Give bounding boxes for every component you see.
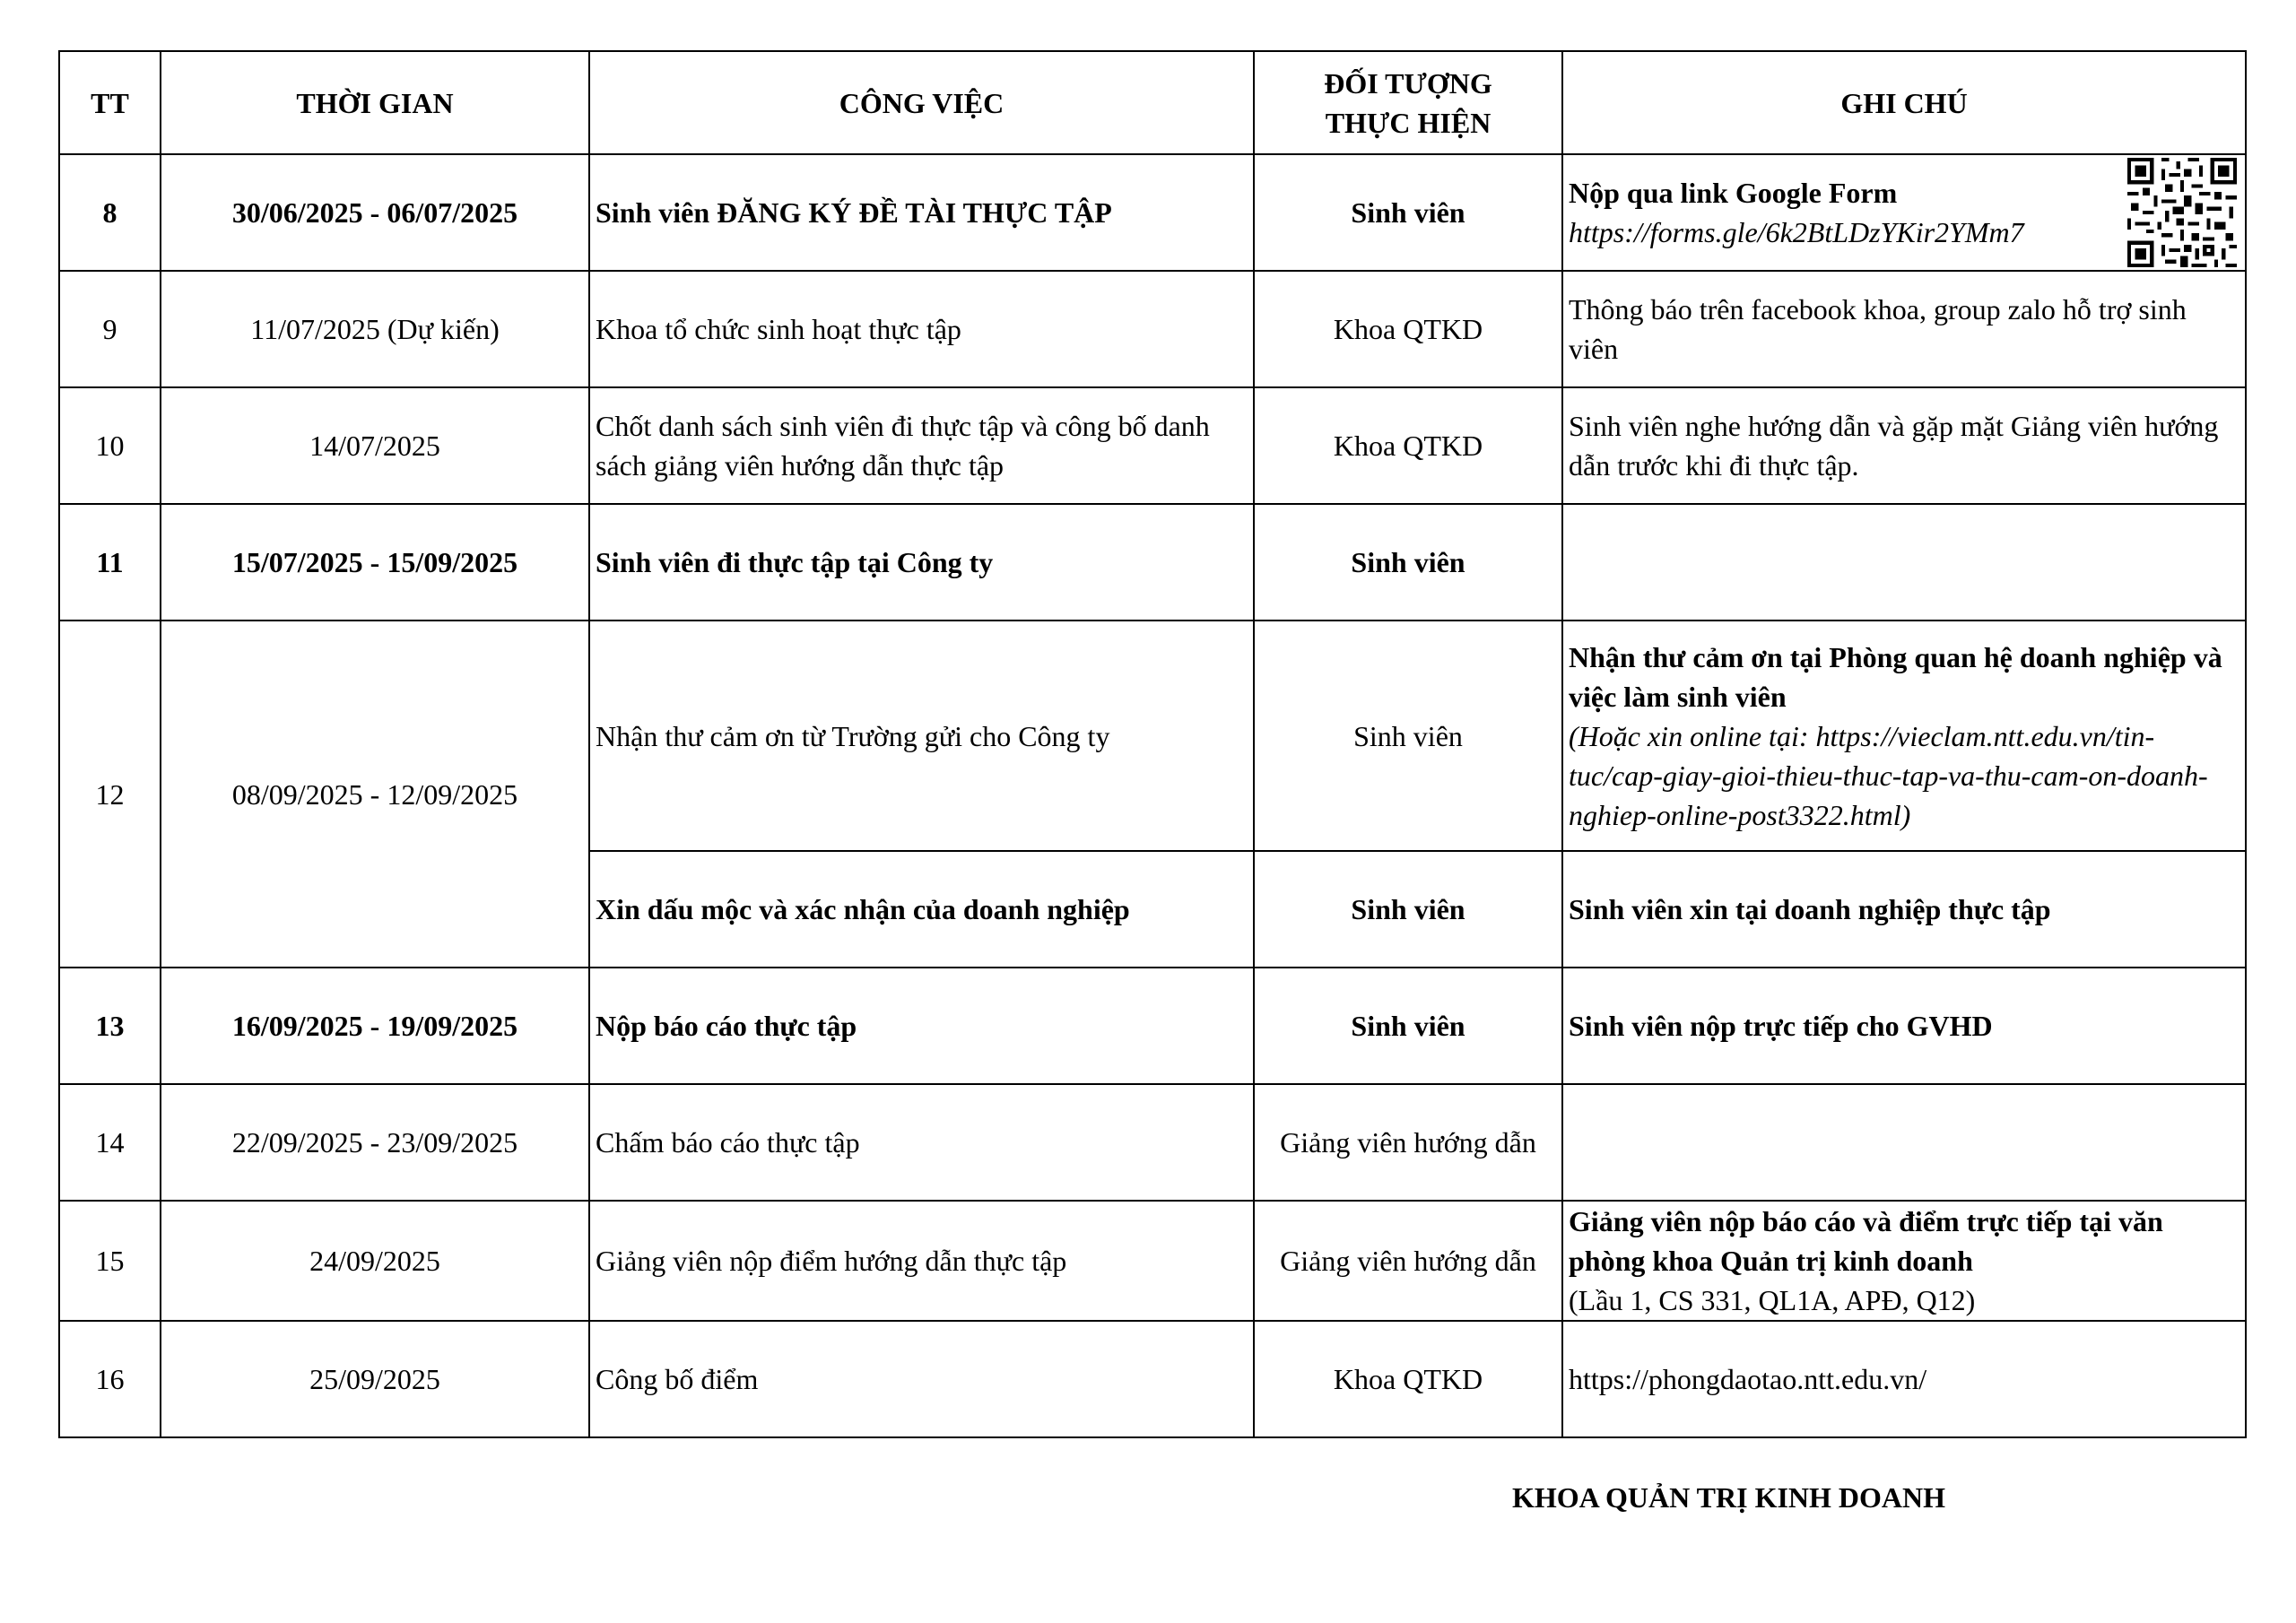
table-row	[59, 621, 2246, 851]
row-note: Thông báo trên facebook khoa, group zalo hỗ trợ sinh viên	[1562, 271, 2246, 387]
table-row	[59, 1321, 2246, 1437]
table-row	[59, 1084, 2246, 1201]
schedule-table	[58, 50, 2247, 1438]
row-note	[1562, 621, 2246, 851]
note-title: Nộp qua link Google Form	[1569, 177, 1898, 209]
row-note	[1562, 1201, 2246, 1321]
header-performer-line1: ĐỐI TƯỢNG	[1324, 66, 1492, 100]
header-time: THỜI GIAN	[161, 51, 589, 154]
footer-signature: KHOA QUẢN TRỊ KINH DOANH	[1512, 1481, 1946, 1514]
row-tt: 13	[59, 968, 161, 1084]
row-performer: Sinh viên	[1254, 851, 1562, 968]
row-note: Sinh viên nộp trực tiếp cho GVHD	[1562, 968, 2246, 1084]
vieclam-link[interactable]: (Hoặc xin online tại: https://vieclam.ntt.edu.vn/tin-tuc/cap-giay-gioi-thieu-thuc-tap-va-thu-cam-on-doanh-nghiep-online-post3322.html)	[1569, 719, 2208, 831]
row-time: 14/07/2025	[161, 387, 589, 504]
row-performer: Sinh viên	[1254, 621, 1562, 851]
row-note: Sinh viên nghe hướng dẫn và gặp mặt Giảng viên hướng dẫn trước khi đi thực tập.	[1562, 387, 2246, 504]
row-time: 11/07/2025 (Dự kiến)	[161, 271, 589, 387]
header-row	[59, 51, 2246, 154]
table-row	[59, 387, 2246, 504]
row-task: Sinh viên đi thực tập tại Công ty	[589, 504, 1254, 621]
row-task: Công bố điểm	[589, 1321, 1254, 1437]
row-time: 08/09/2025 - 12/09/2025	[161, 621, 589, 968]
row-note	[1562, 1084, 2246, 1201]
row-task: Chấm báo cáo thực tập	[589, 1084, 1254, 1201]
row-time: 30/06/2025 - 06/07/2025	[161, 154, 589, 271]
table-row	[59, 968, 2246, 1084]
table-row	[59, 154, 2246, 271]
row-task: Giảng viên nộp điểm hướng dẫn thực tập	[589, 1201, 1254, 1321]
note-title: Nhận thư cảm ơn tại Phòng quan hệ doanh nghiệp và việc làm sinh viên	[1569, 640, 2222, 713]
header-performer	[1254, 51, 1562, 154]
row-performer: Khoa QTKD	[1254, 271, 1562, 387]
header-note: GHI CHÚ	[1562, 51, 2246, 154]
row-tt: 9	[59, 271, 161, 387]
row-performer: Sinh viên	[1254, 154, 1562, 271]
row-performer: Khoa QTKD	[1254, 387, 1562, 504]
row-performer: Sinh viên	[1254, 504, 1562, 621]
phongdaotao-link[interactable]: https://phongdaotao.ntt.edu.vn/	[1562, 1321, 2246, 1437]
row-note	[1562, 154, 2246, 271]
row-performer: Khoa QTKD	[1254, 1321, 1562, 1437]
row-time: 25/09/2025	[161, 1321, 589, 1437]
row-note	[1562, 504, 2246, 621]
header-task: CÔNG VIỆC	[589, 51, 1254, 154]
row-performer: Giảng viên hướng dẫn	[1254, 1201, 1562, 1321]
row-time: 16/09/2025 - 19/09/2025	[161, 968, 589, 1084]
header-performer-line2: THỰC HIỆN	[1325, 106, 1492, 139]
row-tt: 15	[59, 1201, 161, 1321]
row-task: Chốt danh sách sinh viên đi thực tập và công bố danh sách giảng viên hướng dẫn thực tập	[589, 387, 1254, 504]
row-performer: Giảng viên hướng dẫn	[1254, 1084, 1562, 1201]
table-row	[59, 271, 2246, 387]
row-tt: 8	[59, 154, 161, 271]
row-task: Khoa tổ chức sinh hoạt thực tập	[589, 271, 1254, 387]
row-tt: 16	[59, 1321, 161, 1437]
row-tt: 11	[59, 504, 161, 621]
row-task: Nhận thư cảm ơn từ Trường gửi cho Công ty	[589, 621, 1254, 851]
table-row	[59, 504, 2246, 621]
row-time: 24/09/2025	[161, 1201, 589, 1321]
header-tt: TT	[59, 51, 161, 154]
row-task: Sinh viên ĐĂNG KÝ ĐỀ TÀI THỰC TẬP	[589, 154, 1254, 271]
row-task: Nộp báo cáo thực tập	[589, 968, 1254, 1084]
table-row	[59, 1201, 2246, 1321]
row-tt: 14	[59, 1084, 161, 1201]
row-task: Xin dấu mộc và xác nhận của doanh nghiệp	[589, 851, 1254, 968]
note-title: Giảng viên nộp báo cáo và điểm trực tiếp tại văn phòng khoa Quản trị kinh doanh	[1569, 1205, 2163, 1277]
row-time: 22/09/2025 - 23/09/2025	[161, 1084, 589, 1201]
note-detail: (Lầu 1, CS 331, QL1A, APĐ, Q12)	[1569, 1284, 1976, 1316]
row-tt: 10	[59, 387, 161, 504]
row-tt: 12	[59, 621, 161, 968]
google-form-link[interactable]: https://forms.gle/6k2BtLDzYKir2YMm7	[1569, 216, 2024, 248]
row-note: Sinh viên xin tại doanh nghiệp thực tập	[1562, 851, 2246, 968]
row-performer: Sinh viên	[1254, 968, 1562, 1084]
row-time: 15/07/2025 - 15/09/2025	[161, 504, 589, 621]
qr-code-icon	[2121, 158, 2243, 267]
